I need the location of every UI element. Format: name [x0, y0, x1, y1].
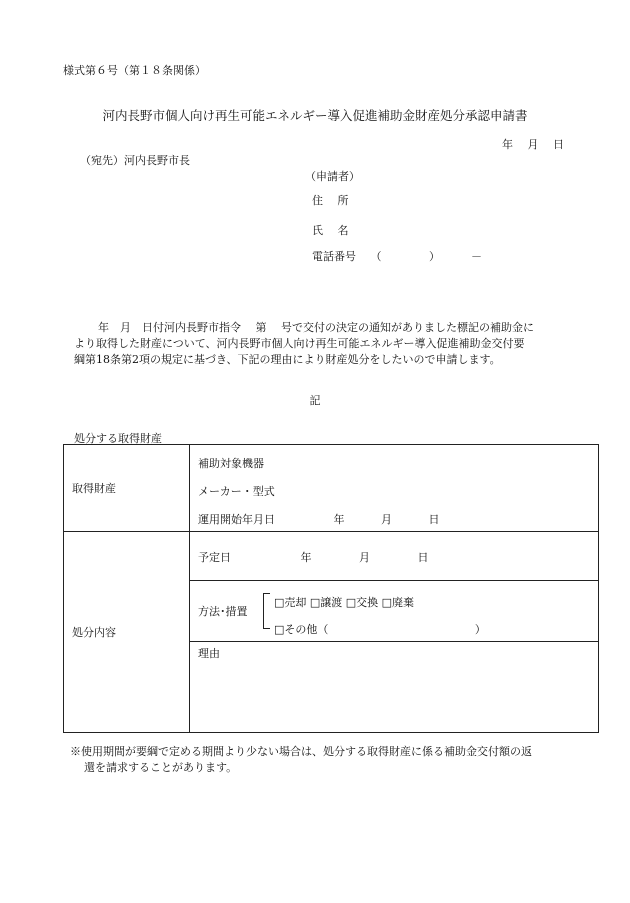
applicant-phone-field: 電話番号 （ ） － [312, 250, 482, 263]
asset-row [64, 445, 599, 532]
footnote-line-1: ※使用期間が要綱で定める期間より少ない場合は、処分する取得財産に係る補助金交付額の返 [70, 745, 532, 758]
disposal-label: 処分内容 [64, 532, 190, 733]
body-line-1: 年 月 日付河内長野市指令 第 号で交付の決定の通知がありました標記の補助金に [98, 321, 534, 334]
method-label: 方法･措置 [198, 605, 248, 618]
scheduled-date-field: 予定日 年 月 日 [198, 551, 429, 564]
footnote [70, 744, 532, 776]
ki-heading: 記 [309, 394, 321, 407]
scheduled-row [64, 532, 599, 581]
form-number: 様式第６号（第１８条関係） [63, 64, 206, 77]
applicant-label: （申請者） [305, 170, 360, 183]
method-options: □売却 □譲渡 □交換 □廃棄 [274, 596, 415, 609]
asset-label: 取得財産 [64, 445, 190, 532]
reason-cell [190, 642, 599, 733]
application-body [74, 320, 574, 368]
applicant-address-field: 住 所 [312, 194, 349, 207]
reason-label: 理由 [198, 647, 220, 660]
date-line: 年 月 日 [502, 138, 564, 151]
brace-icon [263, 593, 270, 629]
scheduled-date-cell [190, 532, 599, 581]
body-line-2: より取得した財産について、河内長野市個人向け再生可能エネルギー導入促進補助金交付要 [74, 337, 525, 350]
method-cell [190, 581, 599, 642]
asset-details-cell [190, 445, 599, 532]
device-field: 補助対象機器 [198, 457, 264, 470]
method-other: □その他（ ） [274, 623, 486, 636]
addressee: （宛先）河内長野市長 [80, 154, 190, 167]
applicant-name-field: 氏 名 [312, 224, 349, 237]
start-date-field: 運用開始年月日 年 月 日 [198, 513, 440, 526]
document-title: 河内長野市個人向け再生可能エネルギー導入促進補助金財産処分承認申請書 [102, 108, 528, 123]
asset-table [63, 444, 599, 733]
body-line-3: 綱第18条第2項の規定に基づき、下記の理由により財産処分をしたいので申請します。 [74, 353, 501, 366]
footnote-line-2: 還を請求することがあります。 [84, 761, 238, 774]
maker-model-field: メーカー・型式 [198, 485, 275, 498]
table-caption: 処分する取得財産 [74, 432, 162, 445]
